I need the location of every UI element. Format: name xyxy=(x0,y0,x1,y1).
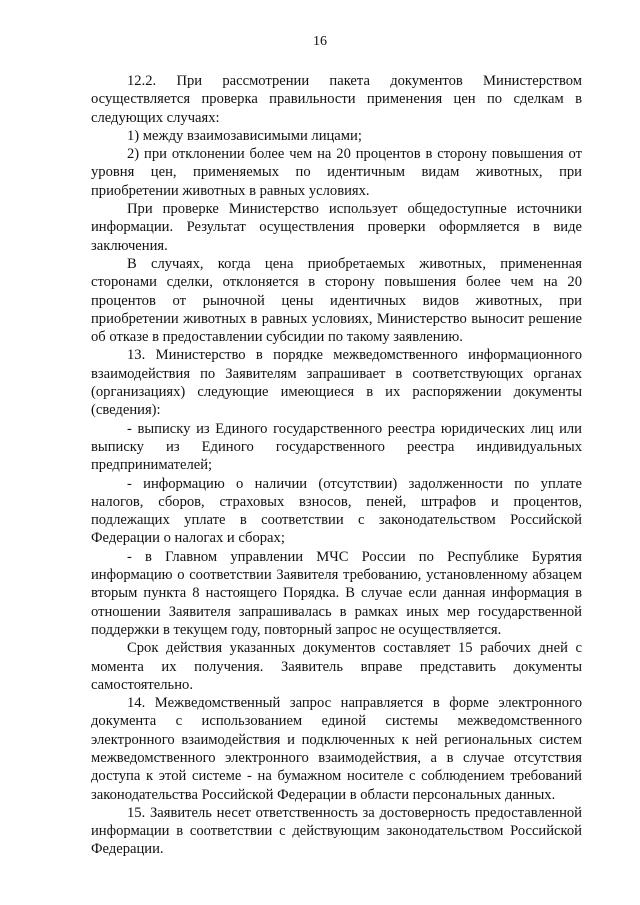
paragraph-tax-debt-info: - информацию о наличии (отсутствии) задолженности по уплате налогов, сборов, страховых взносов, пеней, штрафов и процентов, подлежащих уплате в соответствии с законодательством Российской Федерации о налогах и сборах; xyxy=(91,475,582,547)
paragraph-15: 15. Заявитель несет ответственность за достоверность предоставленной информации в соответствии с действующим законодательством Российской Федерации. xyxy=(91,804,582,858)
paragraph-emergency-ministry-info: - в Главном управлении МЧС России по Республике Бурятия информацию о соответствии Заявителя требованию, установленному абзацем вторым пункта 8 настоящего Порядка. В случае если данная информация в отношении Заявителя запрашивалась в рамках иных мер государственной поддержки в текущем году, повторный запрос не осуществляется. xyxy=(91,548,582,638)
paragraph-14: 14. Межведомственный запрос направляется в форме электронного документа с использованием единой системы межведомственного электронного взаимодействия и подключенных к ней региональных систем межведомственного электронного взаимодействия, а в случае отсутствия доступа к этой системе - на бумажном носителе с соблюдением требований законодательства Российской Федерации в области персональных данных. xyxy=(91,695,582,803)
paragraph-document-validity: Срок действия указанных документов составляет 15 рабочих дней с момента их получения. Заявитель вправе представить документы самостоятельно. xyxy=(91,640,582,693)
paragraph-13: 13. Министерство в порядке межведомственного информационного взаимодействия по Заявителям запрашивает в соответствующих органах (организациях) следующие имеющиеся в их распоряжении документы (сведения): xyxy=(91,347,582,419)
paragraph-case-2: 2) при отклонении более чем на 20 процентов в сторону повышения от уровня цен, применяемых по идентичным видам животных, при приобретении животных в равных условиях. xyxy=(91,146,582,199)
page-number: 16 xyxy=(313,34,327,49)
paragraph-verification-sources: При проверке Министерство использует общедоступные источники информации. Результат осуществления проверки оформляется в виде заключения. xyxy=(91,201,582,254)
paragraph-registry-extract: - выписку из Единого государственного реестра юридических лиц или выписку из Единого государственного реестра индивидуальных предпринимателей; xyxy=(91,420,582,474)
paragraph-12-2: 12.2. При рассмотрении пакета документов Министерством осуществляется проверка правильности применения цен по сделкам в следующих случаях: xyxy=(91,73,582,126)
paragraph-case-1: 1) между взаимозависимыми лицами; xyxy=(127,127,362,144)
paragraph-price-deviation-refusal: В случаях, когда цена приобретаемых животных, примененная сторонами сделки, отклоняется в сторону повышения более чем на 20 процентов от рыночной цены идентичных видов животных, при приобретении животных в равных условиях, Министерство выносит решение об отказе в предоставлении субсидии по такому заявлению. xyxy=(91,255,582,346)
document-body xyxy=(91,72,582,859)
